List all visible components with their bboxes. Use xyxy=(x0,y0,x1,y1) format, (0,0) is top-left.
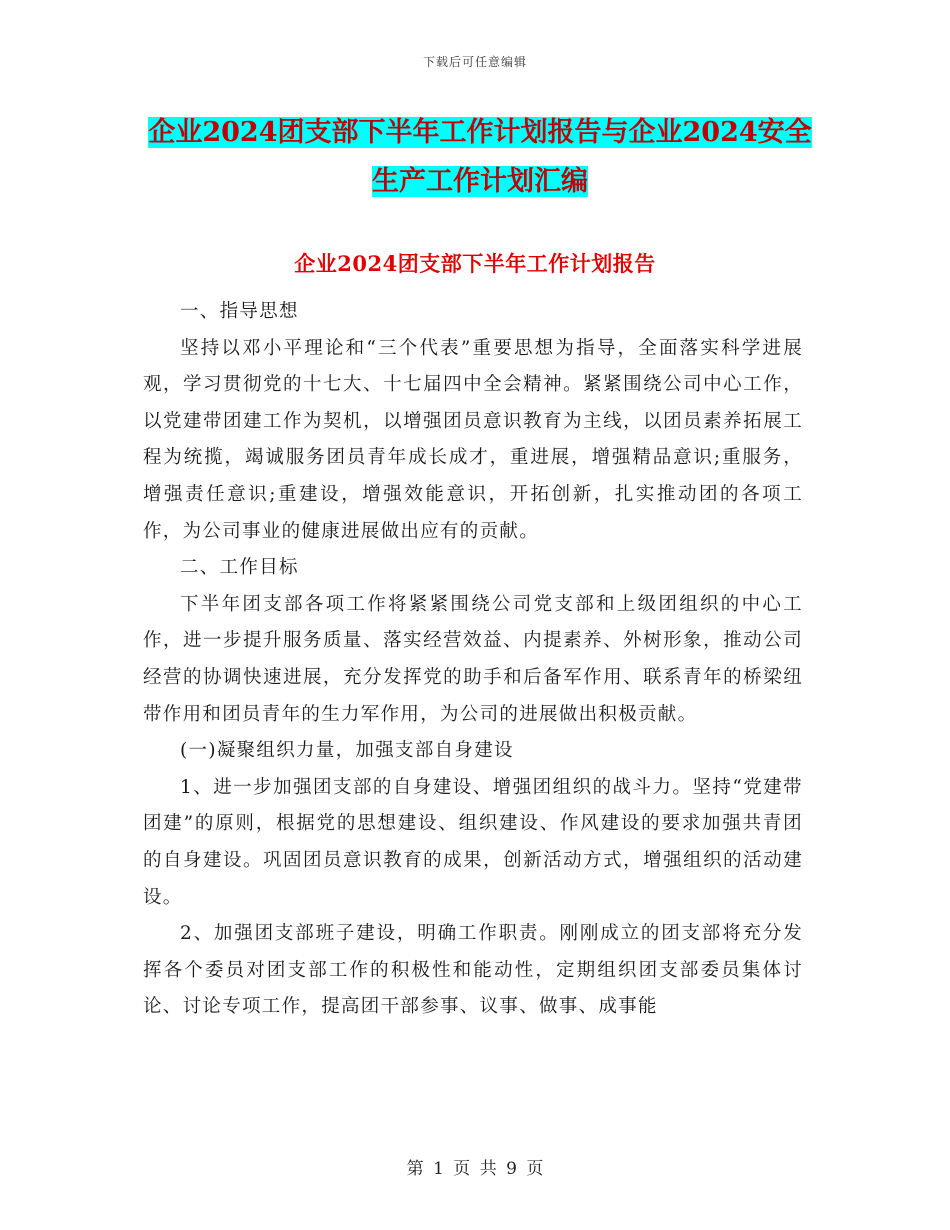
paragraph: 1、进一步加强团支部的自身建设、增强团组织的战斗力。坚持“党建带团建”的原则，根据党的思想建设、组织建设、作风建设的要求加强共青团的自身建设。巩固团员意识教育的成果，创新活动方式，增强组织的活动建设。 xyxy=(143,776,803,908)
heading-guiding-ideology: 一、指导思想 xyxy=(180,301,299,322)
section-title: 企业2024团支部下半年工作计划报告 xyxy=(294,251,656,276)
paragraph: 坚持以邓小平理论和“三个代表”重要思想为指导，全面落实科学进展观，学习贯彻党的十七大、十七届四中全会精神。紧紧围绕公司中心工作，以党建带团建工作为契机，以增强团员意识教育为主线，以团员素养拓展工程为统揽，竭诚服务团员青年成长成才，重进展，增强精品意识;重服务，增强责任意识;重建设，增强效能意识，开拓创新，扎实推动团的各项工作，为公司事业的健康进展做出应有的贡献。 xyxy=(143,337,803,542)
body-text xyxy=(143,294,803,1026)
document-title xyxy=(140,108,820,206)
heading-work-goals: 二、工作目标 xyxy=(180,557,299,579)
paragraph: 下半年团支部各项工作将紧紧围绕公司党支部和上级团组织的中心工作，进一步提升服务质量、落实经营效益、内提素养、外树形象，推动公司经营的协调快速进展，充分发挥党的助手和后备军作用、联系青年的桥梁纽带作用和团员青年的生力军作用，为公司的进展做出积极贡献。 xyxy=(143,593,803,725)
header-note: 下载后可任意编辑 xyxy=(422,55,527,69)
title-highlight: 企业2024团支部下半年工作计划报告与企业2024安全生产工作计划汇编 xyxy=(148,117,812,197)
paragraph: 2、加强团支部班子建设，明确工作职责。刚刚成立的团支部将充分发挥各个委员对团支部工作的积极性和能动性，定期组织团支部委员集体讨论、讨论专项工作，提高团干部参事、议事、做事、成事能 xyxy=(143,923,803,1018)
page-number: 第 1 页 共 9 页 xyxy=(406,1159,544,1179)
subheading: (一)凝聚组织力量，加强支部自身建设 xyxy=(180,740,514,762)
